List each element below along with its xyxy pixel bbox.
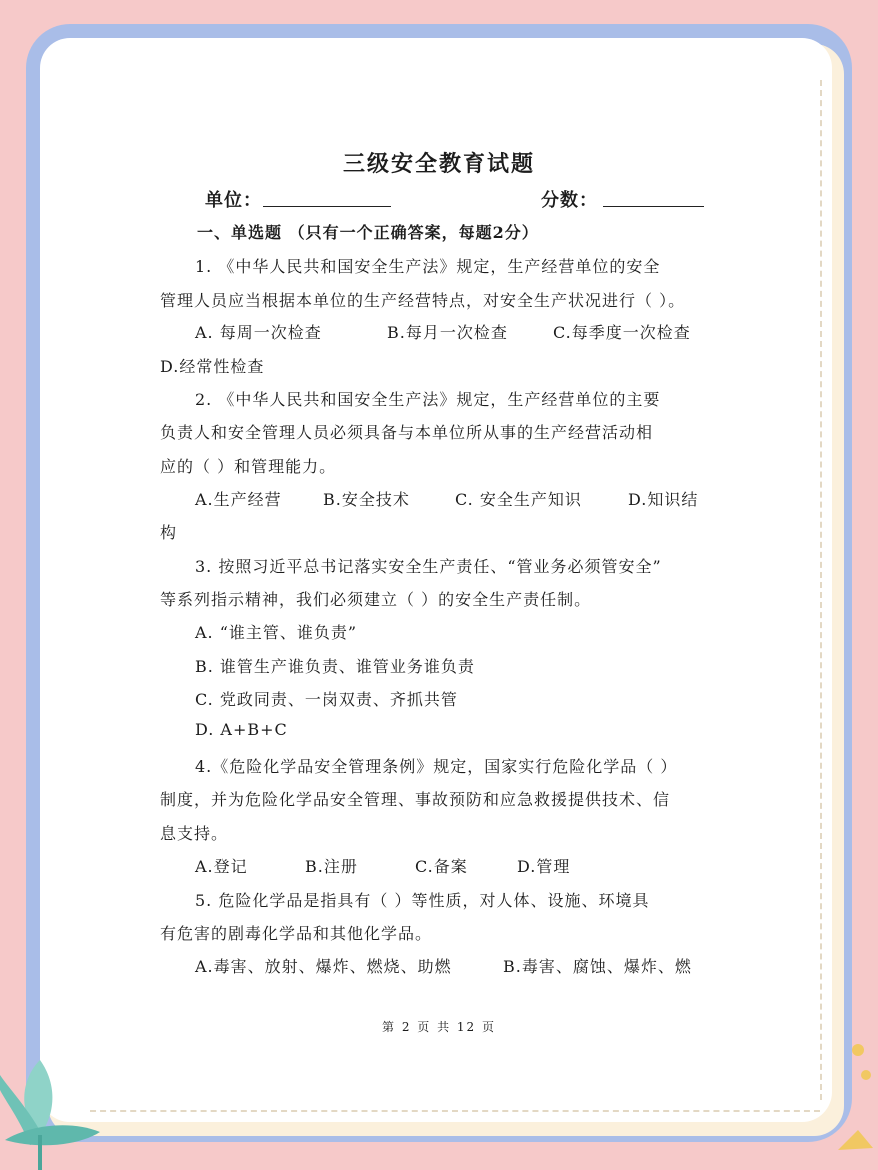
q1-line-1: 1. 《中华人民共和国安全生产法》规定，生产经营单位的安全 bbox=[195, 257, 661, 276]
unit-label: 单位： bbox=[205, 190, 262, 211]
q1-line-2: 管理人员应当根据本单位的生产经营特点，对安全生产状况进行（ ）。 bbox=[160, 291, 686, 310]
section-heading: 一、单选题 （只有一个正确答案，每题2分） bbox=[197, 223, 539, 242]
q5-line-2: 有危害的剧毒化学品和其他化学品。 bbox=[160, 924, 433, 943]
score-blank-line bbox=[603, 206, 704, 207]
q2-line-3: 应的（ ）和管理能力。 bbox=[160, 457, 337, 476]
q4-line-2: 制度，并为危险化学品安全管理、事故预防和应急救援提供技术、信 bbox=[160, 790, 671, 809]
q2-option-a: A.生产经营 bbox=[195, 490, 282, 509]
q1-option-c: C.每季度一次检查 bbox=[553, 323, 691, 342]
q5-option-a: A.毒害、放射、爆炸、燃烧、助燃 bbox=[195, 957, 452, 976]
q3-option-b: B. 谁管生产谁负责、谁管业务谁负责 bbox=[195, 657, 475, 676]
q5-line-1: 5. 危险化学品是指具有（ ）等性质，对人体、设施、环境具 bbox=[195, 891, 650, 910]
q4-option-a: A.登记 bbox=[195, 857, 248, 876]
q3-option-c: C. 党政同责、一岗双责、齐抓共管 bbox=[195, 690, 458, 709]
q5-option-b: B.毒害、腐蚀、爆炸、燃 bbox=[503, 957, 692, 976]
q3-option-d: D. A+B+C bbox=[195, 720, 288, 739]
q3-option-a: A. “谁主管、谁负责” bbox=[195, 623, 358, 642]
q4-line-3: 息支持。 bbox=[160, 824, 229, 843]
q2-option-d: D.知识结 bbox=[628, 490, 699, 509]
q1-option-b: B.每月一次检查 bbox=[387, 323, 508, 342]
q3-line-1: 3. 按照习近平总书记落实安全生产责任、“管业务必须管安全” bbox=[195, 557, 662, 576]
q2-line-1: 2. 《中华人民共和国安全生产法》规定，生产经营单位的主要 bbox=[195, 390, 661, 409]
page-number-footer: 第 2 页 共 12 页 bbox=[382, 1020, 496, 1034]
q2-line-2: 负责人和安全管理人员必须具备与本单位所从事的生产经营活动相 bbox=[160, 423, 654, 442]
q2-option-c: C. 安全生产知识 bbox=[455, 490, 582, 509]
q4-option-c: C.备案 bbox=[415, 857, 468, 876]
q1-option-d: D.经常性检查 bbox=[160, 357, 265, 376]
q4-option-d: D.管理 bbox=[517, 857, 571, 876]
q2-option-b: B.安全技术 bbox=[323, 490, 410, 509]
q4-option-b: B.注册 bbox=[305, 857, 358, 876]
unit-blank-line bbox=[263, 206, 391, 207]
q2-option-d-tail: 构 bbox=[160, 523, 178, 542]
q3-line-2: 等系列指示精神，我们必须建立（ ）的安全生产责任制。 bbox=[160, 590, 592, 609]
q4-line-1: 4.《危险化学品安全管理条例》规定，国家实行危险化学品（ ） bbox=[195, 757, 678, 776]
q1-option-a: A. 每周一次检查 bbox=[195, 323, 322, 342]
score-label: 分数： bbox=[541, 190, 598, 211]
page-title: 三级安全教育试题 bbox=[342, 151, 535, 177]
